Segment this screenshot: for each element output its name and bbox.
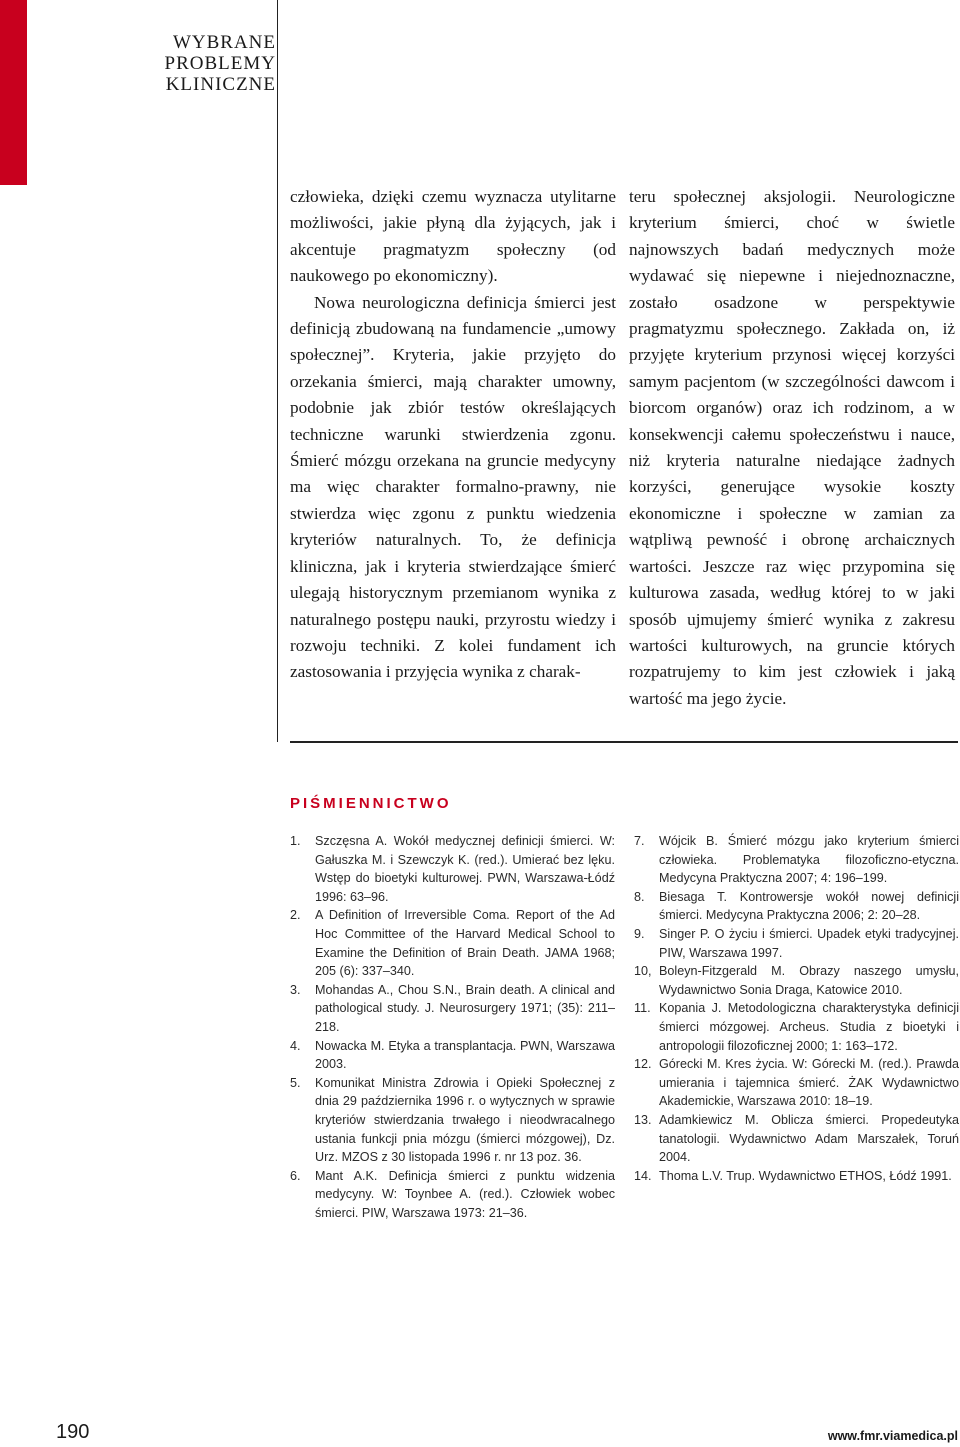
section-divider-horizontal [290, 741, 958, 743]
reference-text: Górecki M. Kres życia. W: Górecki M. (red.). Prawda umierania i tajemnica śmierć. ŻAK Wydawnictwo Akademickie, Warszawa 2010: 18–19. [659, 1057, 959, 1109]
reference-text: Boleyn-Fitzgerald M. Obrazy naszego umysłu, Wydawnictwo Sonia Draga, Katowice 2010. [659, 964, 959, 997]
section-label-line: WYBRANE [172, 32, 276, 53]
reference-number: 14. [634, 1168, 652, 1183]
reference-text: Adamkiewicz M. Oblicza śmierci. Propedeutyka tanatologii. Wydawnictwo Adam Marszałek, Toruń 2004. [659, 1112, 959, 1165]
body-column-left [290, 184, 616, 686]
reference-number: 11. [634, 1001, 651, 1016]
reference-item [634, 999, 959, 1055]
reference-number: 7. [634, 834, 645, 848]
reference-item [634, 1167, 959, 1186]
reference-item [290, 906, 615, 980]
reference-number: 1. [290, 834, 301, 848]
reference-text: Thoma L.V. Trup. Wydawnictwo ETHOS, Łódź 1991. [659, 1168, 952, 1183]
reference-number: 5. [290, 1075, 301, 1090]
reference-item [290, 1167, 615, 1223]
reference-item [634, 925, 959, 962]
reference-number: 13. [634, 1112, 652, 1127]
reference-text: Komunikat Ministra Zdrowia i Opieki Społecznej z dnia 29 października 1996 r. o wytycznych w sprawie kryteriów stwierdzania trwałego i nieodwracalnego ustania funkcji pnia mózgu (śmierci mózgowej), Dz. Urz. MZOS z 30 listopada 1996 r. nr 13 poz. 36. [315, 1075, 615, 1165]
section-label [16, 32, 276, 95]
reference-item [634, 962, 959, 999]
references-list-left [290, 832, 615, 1222]
page-number: 190 [56, 1421, 90, 1443]
reference-text: Kopania J. Metodologiczna charakterystyka definicji śmierci mózgowej. Archeus. Studia z bioetyki i antropologii filozoficznej 2000; 1: 163–172. [659, 1001, 959, 1053]
reference-number: 9. [634, 926, 645, 941]
reference-text: Mant A.K. Definicja śmierci z punktu widzenia medycyny. W: Toynbee A. (red.). Człowiek wobec śmierci. PIW, Warszawa 1973: 21–36. [315, 1168, 615, 1220]
reference-item [634, 832, 959, 888]
reference-text: Wójcik B. Śmierć mózgu jako kryterium śmierci człowieka. Problematyka filozoficzno-etyczna. Medycyna Praktyczna 2007; 4: 196–199. [659, 834, 959, 886]
body-paragraph: Nowa neurologiczna definicja śmierci jest definicją zbudowaną na fundamencie „umowy społecznej”. Kryteria, jakie przyjęto do orzekania śmierci, mają charakter umowny, podobnie jak zbiór testów określających techniczne warunki stwierdzenia zgonu. Śmierć mózgu orzekana na gruncie medycyny ma więc charakter formalno-prawny, nie stwierdza więc zgonu z punktu wiedzenia kryteriów naturalnych. To, że definicja kliniczna, jak i kryteria stwierdzające śmierć ulegają historycznym przemianom wynika z naturalnego postępu nauki, przyrostu wiedzy i rozwoju techniki. Z kolei fundament ich zastosowania i przyjęcia wynika z charak- [290, 292, 616, 682]
references-heading: PIŚMIENNICTWO [290, 795, 452, 812]
section-label-line: PROBLEMY [164, 53, 276, 74]
reference-number: 8. [634, 889, 645, 904]
reference-number: 3. [290, 982, 301, 997]
reference-item [634, 1055, 959, 1111]
reference-item [634, 1111, 959, 1167]
body-paragraph: człowieka, dzięki czemu wyznacza utylitarne możliwości, jakie płyną dla żyjących, jak i akcentuje pragmatyzm społeczny (od naukowego po ekonomiczny). [290, 187, 616, 286]
reference-item [634, 888, 959, 925]
reference-item [290, 981, 615, 1037]
column-divider-vertical [277, 0, 278, 742]
reference-item [290, 832, 615, 906]
reference-text: Mohandas A., Chou S.N., Brain death. A clinical and pathological study. J. Neurosurgery 1971; (35): 211–218. [315, 982, 615, 1034]
reference-text: Singer P. O życiu i śmierci. Upadek etyki tradycyjnej. PIW, Warszawa 1997. [659, 926, 959, 960]
reference-number: 12. [634, 1057, 652, 1072]
body-column-right [629, 184, 955, 712]
reference-number: 2. [290, 908, 301, 923]
reference-item [290, 1074, 615, 1167]
reference-text: Biesaga T. Kontrowersje wokół nowej definicji śmierci. Medycyna Praktyczna 2006; 2: 20–28. [659, 889, 959, 923]
reference-item [290, 1037, 615, 1074]
reference-number: 4. [290, 1038, 301, 1053]
section-label-line: KLINICZNE [165, 74, 276, 95]
reference-number: 10, [634, 964, 652, 979]
body-paragraph: teru społecznej aksjologii. Neurologiczne kryterium śmierci, choć w świetle najnowszych badań medycznych może wydawać się niepewne i niejednoznaczne, zostało osadzone w perspektywie pragmatyzmu społecznego. Zakłada on, iż przyjęte kryterium przynosi więcej korzyści samym pacjentom (w szczególności dawcom i biorcom organów) oraz ich rodzinom, a w konsekwencji całemu społeczeństwu i nauce, niż kryteria naturalne niedające żadnych korzyści, generujące wysokie koszty ekonomiczne i społeczne w zamian za wątpliwą pewność i obronę archaicznych wartości. Jeszcze raz więc przypomina się kulturowa zasada, według której to w jaki sposób ujmujemy śmierć wynika z zakresu wartości kulturowych, na gruncie których rozpatrujemy to kim jest człowiek i jaką wartość ma jego życie. [629, 187, 955, 708]
references-list-right [634, 832, 959, 1185]
reference-text: Nowacka M. Etyka a transplantacja. PWN, Warszawa 2003. [315, 1038, 615, 1072]
reference-number: 6. [290, 1168, 301, 1183]
reference-text: Szczęsna A. Wokół medycznej definicji śmierci. W: Gałuszka M. i Szewczyk K. (red.). Umierać bez lęku. Wstęp do bioetyki kulturowej. PWN, Warszawa-Łódź 1996: 63–96. [315, 834, 615, 904]
reference-text: A Definition of Irreversible Coma. Report of the Ad Hoc Committee of the Harvard Medical School to Examine the Definition of Brain Death. JAMA 1968; 205 (6): 337–340. [315, 908, 615, 979]
journal-url[interactable]: www.fmr.viamedica.pl [827, 1429, 958, 1443]
